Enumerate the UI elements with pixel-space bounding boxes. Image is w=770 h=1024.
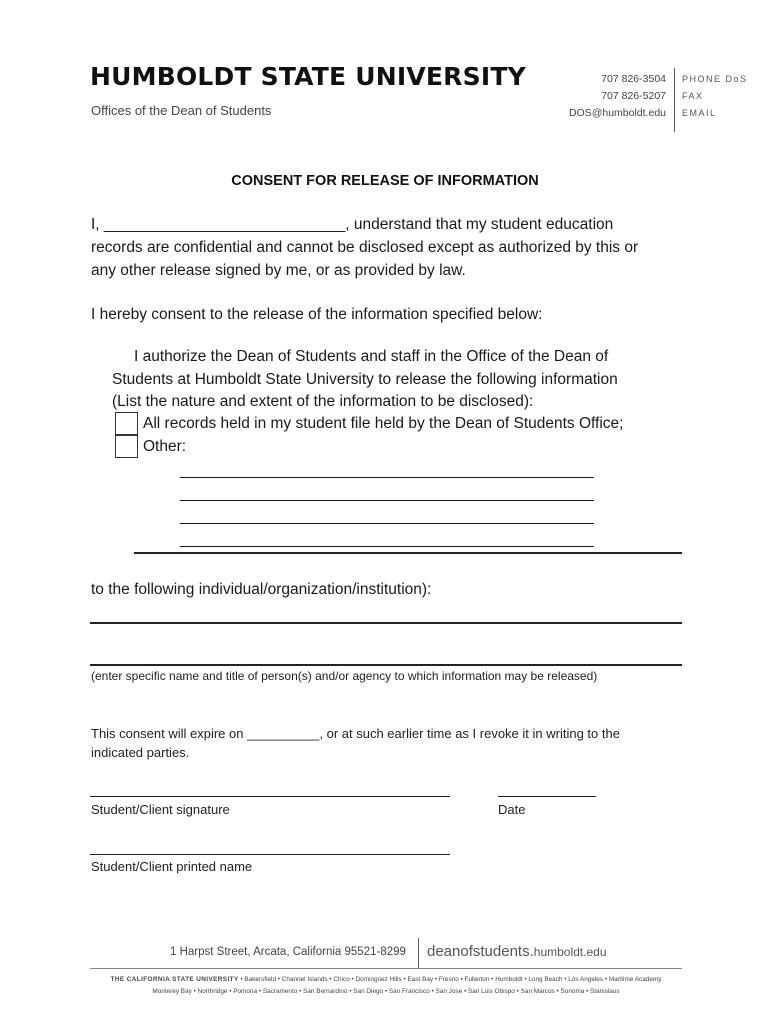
phone-number: 707 826-3504 xyxy=(601,73,666,85)
intro-line-3: any other release signed by me, or as provided by law. xyxy=(91,262,466,279)
recipient-hint: (enter specific name and title of person(s) and/or agency to which information may be released) xyxy=(91,669,598,683)
expiry-line-2: indicated parties. xyxy=(91,745,190,760)
authorize-line-2: Students at Humboldt State University to release the following information xyxy=(112,371,618,388)
authorize-line-3: (List the nature and extent of the information to be disclosed): xyxy=(112,393,534,410)
signature-line[interactable] xyxy=(90,796,450,797)
phone-label: PHONE DoS xyxy=(682,74,748,84)
other-blank-line-2[interactable]: ________________________________________________ xyxy=(180,485,594,502)
email-label: EMAIL xyxy=(682,108,717,118)
intro-line-1: I, ____________________________, understand that my student education xyxy=(91,216,614,233)
date-label: Date xyxy=(498,802,526,817)
authorize-end-rule xyxy=(134,552,682,554)
contact-labels xyxy=(682,71,748,122)
expiry-line-1: This consent will expire on __________, or at such earlier time as I revoke it in writing to the xyxy=(91,726,620,741)
student-signature-label: Student/Client signature xyxy=(91,802,230,817)
footer-address: 1 Harpst Street, Arcata, California 95521-8299 xyxy=(170,946,406,958)
website-main: deanofstudents. xyxy=(427,943,534,960)
csu-campuses-line-1 xyxy=(90,975,682,985)
intro-line-2: records are confidential and cannot be disclosed except as authorized by this or xyxy=(91,239,639,256)
website-domain: humboldt.edu xyxy=(533,945,607,959)
other-checkbox[interactable] xyxy=(115,435,138,458)
fax-label: FAX xyxy=(682,91,704,101)
all-records-checkbox[interactable] xyxy=(115,412,138,435)
option-other-label: Other: xyxy=(143,438,187,455)
email-address[interactable]: DOS@humboldt.edu xyxy=(568,107,666,119)
other-blank-line-1[interactable]: ________________________________________________ xyxy=(180,462,594,479)
footer-rule xyxy=(90,968,682,969)
other-blank-line-4[interactable]: ________________________________________________ xyxy=(180,531,594,548)
csu-system-name: THE CALIFORNIA STATE UNIVERSITY xyxy=(110,976,239,983)
office-name: Offices of the Dean of Students xyxy=(91,103,272,118)
date-line[interactable] xyxy=(498,796,596,797)
other-blank-line-3[interactable]: ________________________________________________ xyxy=(180,508,594,525)
fax-number: 707 826-5207 xyxy=(601,90,666,102)
contact-block xyxy=(569,71,666,122)
csu-campuses-line-2: Monterey Bay • Northridge • Pomona • Sacramento • San Bernardino • San Diego • San Francisco • San Jose • San Luis Obispo • San Marcos • Sonoma • Stanislaus xyxy=(152,988,620,995)
recipient-label: to the following individual/organization/institution): xyxy=(91,581,432,598)
footer-divider xyxy=(418,938,419,968)
option-all-records-label: All records held in my student file held by the Dean of Students Office; xyxy=(143,415,624,432)
university-name: HUMBOLDT STATE UNIVERSITY xyxy=(90,62,526,91)
csu-campuses-1: • Bakersfield • Channel Islands • Chico • Dominguez Hills • East Bay • Fresno • Fullerton • Humboldt • Long Beach • Los Angeles • Maritime Academy xyxy=(238,976,662,983)
recipient-line-1[interactable] xyxy=(90,622,682,624)
authorize-line-1: I authorize the Dean of Students and staff in the Office of the Dean of xyxy=(134,348,609,365)
document-title: CONSENT FOR RELEASE OF INFORMATION xyxy=(231,173,539,189)
recipient-line-2[interactable] xyxy=(90,664,682,666)
printed-name-line[interactable] xyxy=(90,854,450,855)
header-divider xyxy=(674,68,675,132)
printed-name-label: Student/Client printed name xyxy=(91,859,253,874)
footer-website[interactable] xyxy=(427,943,607,960)
consent-statement: I hereby consent to the release of the information specified below: xyxy=(91,306,543,323)
